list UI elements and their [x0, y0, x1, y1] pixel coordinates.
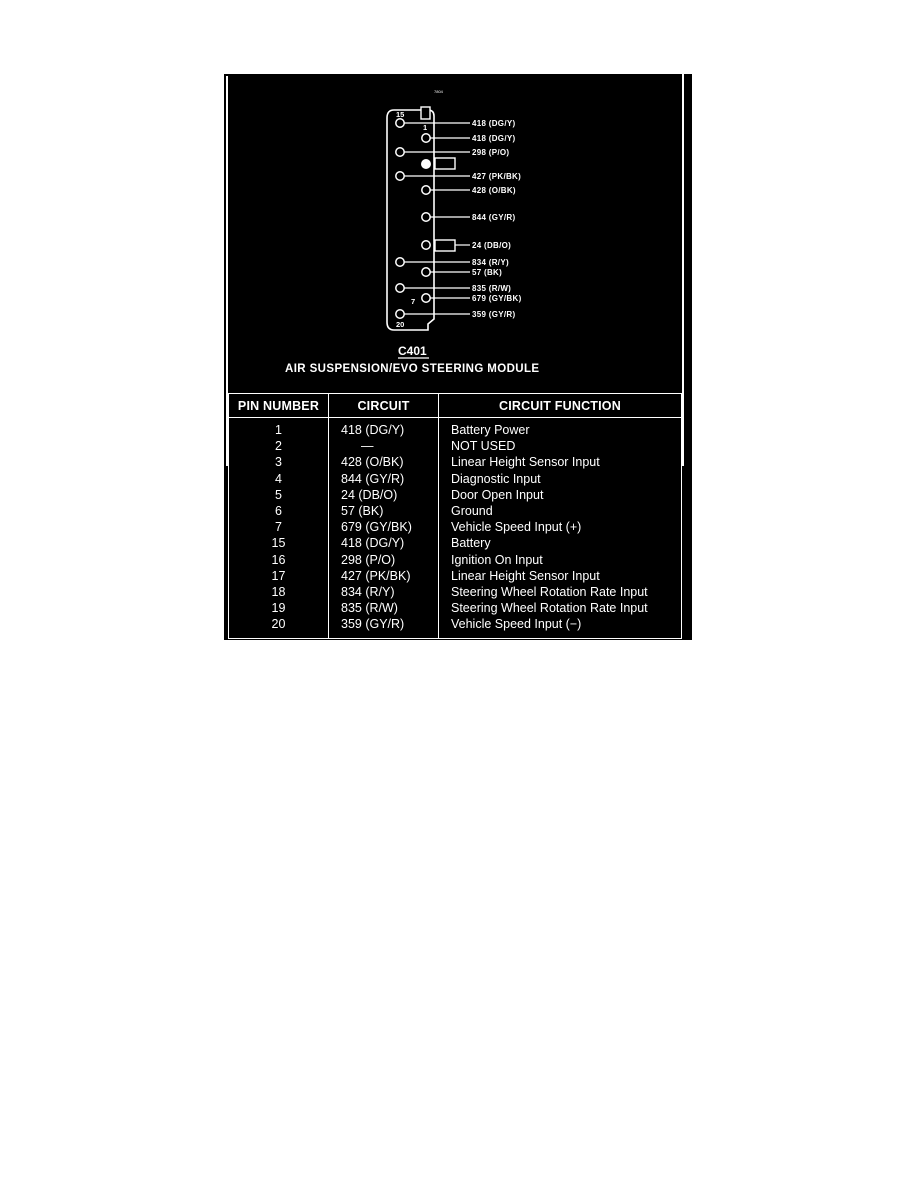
wire-label: 835 (R/W)	[472, 284, 512, 293]
pin-cell: 17	[229, 568, 329, 584]
wire-label: 24 (DB/O)	[472, 241, 512, 250]
function-cell: Diagnostic Input	[439, 471, 682, 487]
circuit-cell: 834 (R/Y)	[329, 584, 439, 600]
wire-label: 427 (PK/BK)	[472, 172, 522, 181]
circuit-cell: 418 (DG/Y)	[329, 535, 439, 551]
corner-mark: 7804	[434, 89, 443, 94]
circuit-cell: 835 (R/W)	[329, 600, 439, 616]
wire-label: 844 (GY/R)	[472, 213, 516, 222]
function-cell: Linear Height Sensor Input	[439, 568, 682, 584]
wire-label: 57 (BK)	[472, 268, 503, 277]
function-cell: Door Open Input	[439, 487, 682, 503]
circuit-cell: 57 (BK)	[329, 503, 439, 519]
function-cell: Ground	[439, 503, 682, 519]
table-row	[229, 438, 682, 454]
terminal	[396, 172, 404, 180]
function-cell: Steering Wheel Rotation Rate Input	[439, 600, 682, 616]
wire-label: 298 (P/O)	[472, 148, 510, 157]
connector-top-key	[421, 107, 430, 119]
terminal	[422, 134, 430, 142]
table-row	[229, 418, 682, 439]
table-row	[229, 584, 682, 600]
wire-label: 428 (O/BK)	[472, 186, 516, 195]
circuit-cell: 428 (O/BK)	[329, 454, 439, 470]
table-row	[229, 503, 682, 519]
header-circuit-function: CIRCUIT FUNCTION	[439, 394, 682, 418]
pin-cell: 6	[229, 503, 329, 519]
pin-cell: 18	[229, 584, 329, 600]
terminal	[396, 310, 404, 318]
table-row	[229, 454, 682, 470]
function-cell: Battery Power	[439, 418, 682, 439]
pin-table	[228, 393, 682, 639]
table-row	[229, 600, 682, 616]
pin-cell: 5	[229, 487, 329, 503]
function-cell: Linear Height Sensor Input	[439, 454, 682, 470]
table-header-row	[229, 394, 682, 418]
wire-label: 418 (DG/Y)	[472, 134, 516, 143]
header-pin-number: PIN NUMBER	[229, 394, 329, 418]
table-row	[229, 519, 682, 535]
connector-title: AIR SUSPENSION/EVO STEERING MODULE	[285, 363, 540, 375]
function-cell: Steering Wheel Rotation Rate Input	[439, 584, 682, 600]
pin-cell: 20	[229, 616, 329, 639]
pin-cell: 2	[229, 438, 329, 454]
connector-side-tab	[435, 240, 455, 251]
terminal	[422, 294, 430, 302]
pin-cell: 7	[229, 519, 329, 535]
terminal	[396, 284, 404, 292]
terminal	[396, 258, 404, 266]
diagram-pin-20: 20	[396, 320, 405, 329]
pin-cell: 16	[229, 552, 329, 568]
function-cell: Ignition On Input	[439, 552, 682, 568]
wire-label: 359 (GY/R)	[472, 310, 516, 319]
pin-cell: 4	[229, 471, 329, 487]
terminal	[422, 213, 430, 221]
circuit-cell: 844 (GY/R)	[329, 471, 439, 487]
diagram-pin-15: 15	[396, 110, 405, 119]
connector-id: C401	[398, 344, 427, 358]
connector-side-tab	[435, 158, 455, 169]
circuit-cell: 418 (DG/Y)	[329, 418, 439, 439]
table-row	[229, 568, 682, 584]
wire-label: 834 (R/Y)	[472, 258, 509, 267]
circuit-cell: 679 (GY/BK)	[329, 519, 439, 535]
circuit-cell: 427 (PK/BK)	[329, 568, 439, 584]
terminal-plugged	[421, 159, 431, 169]
diagram-pin-1: 1	[423, 123, 428, 132]
circuit-cell: —	[329, 438, 439, 454]
table-row	[229, 535, 682, 551]
pin-cell: 19	[229, 600, 329, 616]
header-circuit: CIRCUIT	[329, 394, 439, 418]
terminal	[396, 148, 404, 156]
terminal	[422, 186, 430, 194]
function-cell: NOT USED	[439, 438, 682, 454]
table-row	[229, 552, 682, 568]
terminal	[422, 241, 430, 249]
table-row	[229, 616, 682, 639]
circuit-cell: 359 (GY/R)	[329, 616, 439, 639]
diagram-pin-7: 7	[411, 297, 416, 306]
circuit-cell: 24 (DB/O)	[329, 487, 439, 503]
wire-label: 679 (GY/BK)	[472, 294, 522, 303]
connector-figure	[224, 74, 692, 640]
table-row	[229, 487, 682, 503]
terminal	[422, 268, 430, 276]
wire-label: 418 (DG/Y)	[472, 119, 516, 128]
terminal	[396, 119, 404, 127]
table-row	[229, 471, 682, 487]
circuit-cell: 298 (P/O)	[329, 552, 439, 568]
function-cell: Battery	[439, 535, 682, 551]
pin-cell: 3	[229, 454, 329, 470]
function-cell: Vehicle Speed Input (+)	[439, 519, 682, 535]
function-cell: Vehicle Speed Input (−)	[439, 616, 682, 639]
pin-cell: 1	[229, 418, 329, 439]
pin-cell: 15	[229, 535, 329, 551]
